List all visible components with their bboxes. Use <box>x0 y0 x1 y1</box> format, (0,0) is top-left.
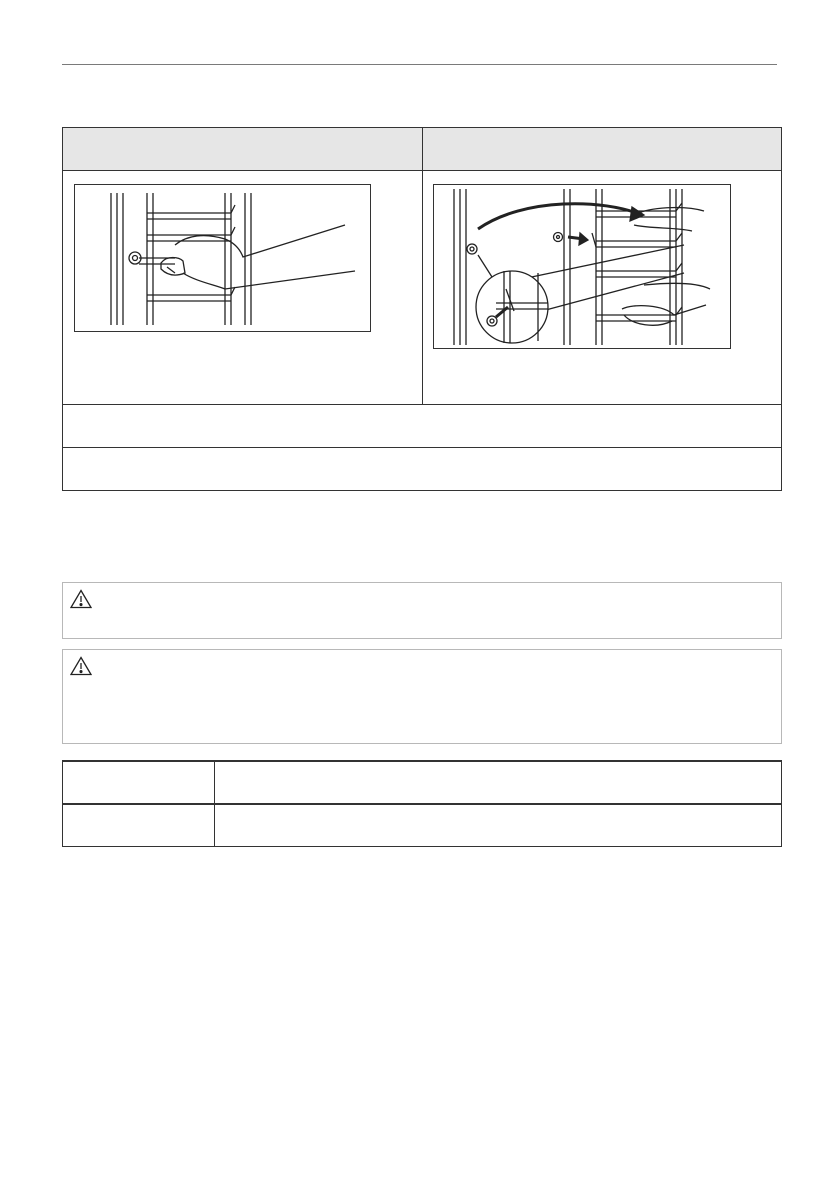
warning-box-1 <box>62 582 782 639</box>
info-table <box>62 760 782 847</box>
warning-box-2 <box>62 649 782 744</box>
info-label-1 <box>63 761 215 804</box>
column-header-right <box>422 128 782 171</box>
hand-mounting-shelf-support-illustration <box>433 184 731 349</box>
procedure-note-1 <box>63 405 782 448</box>
procedure-table <box>62 127 782 491</box>
header-rule <box>62 64 777 65</box>
info-value-1 <box>215 761 782 804</box>
figure-cell-left <box>63 171 423 405</box>
column-header-left <box>63 128 423 171</box>
warning-triangle-icon <box>70 589 92 614</box>
table-row <box>63 804 782 847</box>
hand-pulling-shelf-support-illustration <box>74 184 371 332</box>
info-label-2 <box>63 804 215 847</box>
warning-triangle-icon <box>70 656 92 681</box>
info-value-2 <box>215 804 782 847</box>
procedure-note-2 <box>63 448 782 491</box>
table-row <box>63 761 782 804</box>
figure-cell-right <box>422 171 782 405</box>
